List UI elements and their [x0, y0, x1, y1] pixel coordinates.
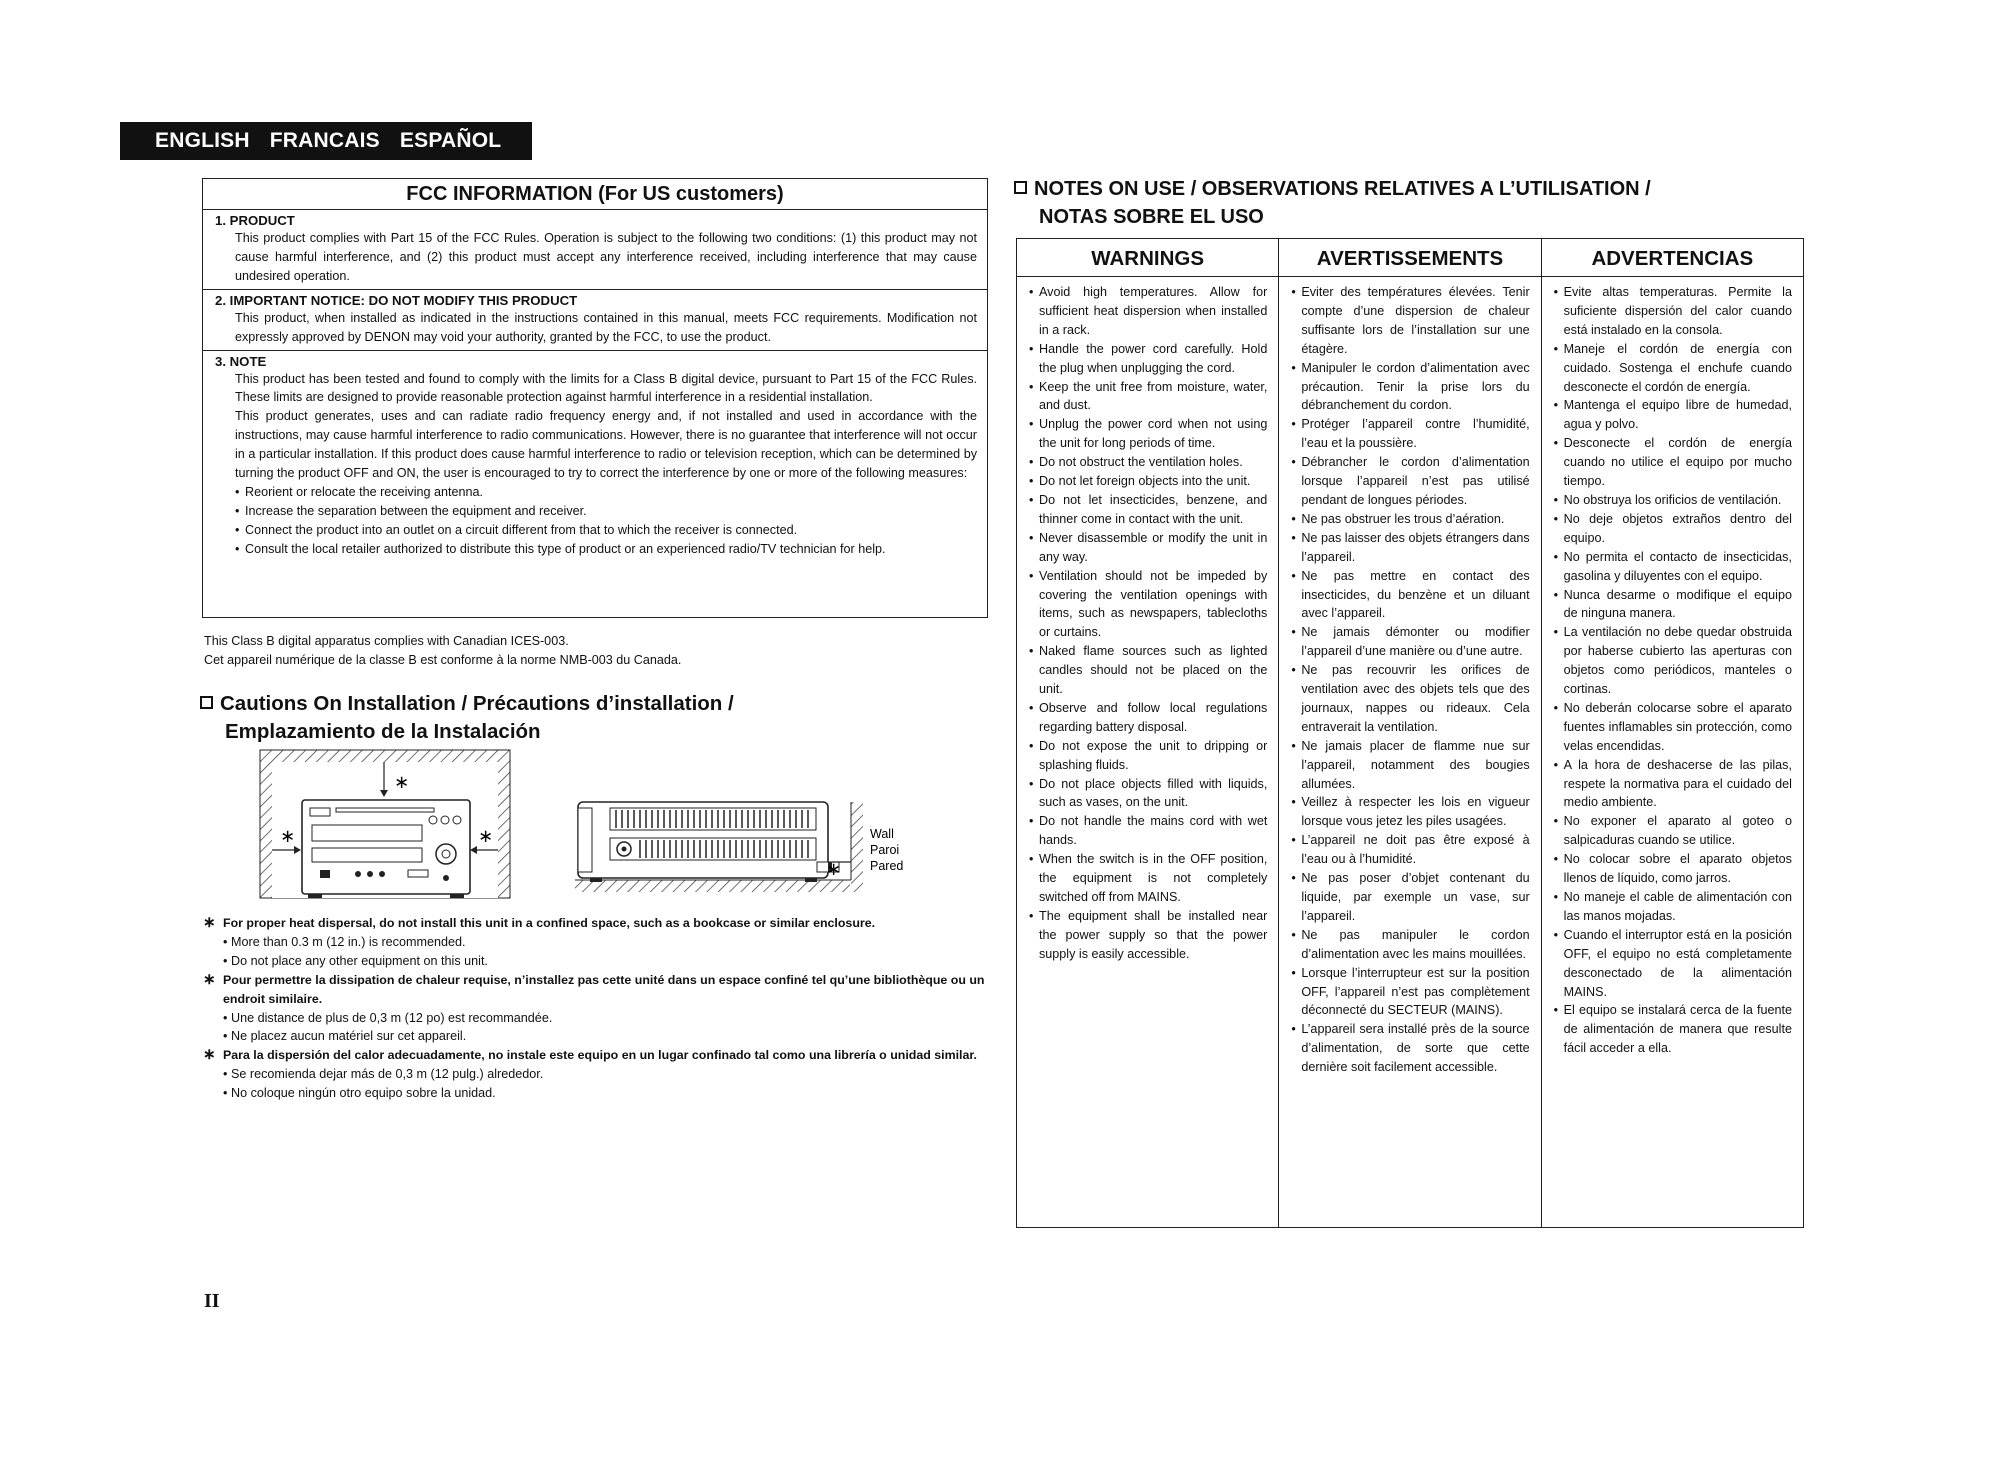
list-item: • Do not let foreign objects into the unit.: [1029, 472, 1267, 491]
list-item: • Evite altas temperaturas. Permite la suficiente dispersión del calor cuando está instalado en la consola.: [1554, 283, 1792, 340]
list-item: • Ne pas manipuler le cordon d’alimentation avec les mains mouillées.: [1291, 926, 1529, 964]
list-item: • Do not obstruct the ventilation holes.: [1029, 453, 1267, 472]
column-heading: ADVERTENCIAS: [1542, 239, 1803, 277]
fcc-section-heading: 2. IMPORTANT NOTICE: DO NOT MODIFY THIS PRODUCT: [215, 292, 578, 308]
notes-on-use-title: [1014, 175, 1651, 231]
warnings-column-en: [1017, 239, 1279, 1227]
list-item: • Naked flame sources such as lighted candles should not be placed on the unit.: [1029, 642, 1267, 699]
list-item: • Connect the product into an outlet on a circuit different from that to which the receiver is connected.: [235, 521, 977, 540]
list-item: • El equipo se instalará cerca de la fuente de alimentación de manera que resulte fácil acceder a ella.: [1554, 1001, 1792, 1058]
list-item: • Never disassemble or modify the unit in any way.: [1029, 529, 1267, 567]
heat-note-main: ∗ Para la dispersión del calor adecuadamente, no instale este equipo en un lugar confinado tal como una librería o unidad similar.: [203, 1046, 991, 1065]
list-item: • Ne pas obstruer les trous d’aération.: [1291, 510, 1529, 529]
list-item: • Eviter des températures élevées. Tenir compte d’une dispersion de chaleur suffisante lors de l’installation sur une étagère.: [1291, 283, 1529, 359]
list-item: • No permita el contacto de insecticidas, gasolina y diluyentes con el equipo.: [1554, 548, 1792, 586]
canada-line: Cet appareil numérique de la classe B est conforme à la norme NMB-003 du Canada.: [204, 653, 682, 667]
column-heading: AVERTISSEMENTS: [1279, 239, 1540, 277]
list-item: • Ne pas mettre en contact des insecticides, du benzène et un diluant avec l’appareil.: [1291, 567, 1529, 624]
list-item: • La ventilación no debe quedar obstruida por haberse cubierto las aperturas con objetos como periódicos, manteles o cortinas.: [1554, 623, 1792, 699]
list-item: • Handle the power cord carefully. Hold the plug when unplugging the cord.: [1029, 340, 1267, 378]
list-item: • A la hora de deshacerse de las pilas, respete la normativa para el cuidado del medio ambiente.: [1554, 756, 1792, 813]
list-item: • Do not expose the unit to dripping or splashing fluids.: [1029, 737, 1267, 775]
clearance-star: ∗: [280, 826, 296, 847]
list-item: • Increase the separation between the equipment and receiver.: [235, 502, 977, 521]
fcc-paragraph: This product generates, uses and can radiate radio frequency energy and, if not installed and used in accordance with the instructions, may cause harmful interference to radio communications. However, there is no guarantee that interference will not occur in a particular installation. If this product does cause harmful interference to radio or television reception, which can be determined by turning the product OFF and ON, the user is encouraged to try to correct the interference by one or more of the following measures:: [235, 409, 977, 481]
list-item: • Observe and follow local regulations regarding battery disposal.: [1029, 699, 1267, 737]
list-item: • Maneje el cordón de energía con cuidado. Sostenga el enchufe cuando desconecte el cordón de energía.: [1554, 340, 1792, 397]
list-item: • Keep the unit free from moisture, water, and dust.: [1029, 378, 1267, 416]
front-view-enclosure: [260, 750, 510, 898]
list-item: • Cuando el interruptor está en la posición OFF, el equipo no está completamente desconectado de la alimentación MAINS.: [1554, 926, 1792, 1002]
notes-title-line1: NOTES ON USE / OBSERVATIONS RELATIVES A L’UTILISATION /: [1034, 178, 1651, 200]
list-item: • Protéger l’appareil contre l’humidité, l’eau et la poussière.: [1291, 415, 1529, 453]
fcc-measures-list: [215, 483, 977, 559]
warnings-column-fr: [1279, 239, 1541, 1227]
list-item: • Ne pas recouvrir les orifices de ventilation avec des objets tels que des journaux, nappes ou rideaux. Cela entraverait la ventilation.: [1291, 661, 1529, 737]
installation-diagram: [260, 750, 904, 900]
language-tab-bar: ENGLISH FRANCAIS ESPAÑOL: [120, 122, 532, 160]
clearance-star: ∗: [826, 859, 842, 880]
list-item: • Unplug the power cord when not using the unit for long periods of time.: [1029, 415, 1267, 453]
cautions-title-line1: Cautions On Installation / Précautions d’installation /: [220, 692, 734, 715]
wall-label-es: Pared: [870, 859, 904, 873]
cautions-title: [200, 690, 734, 746]
list-item: • Ventilation should not be impeded by covering the ventilation openings with items, such as newspapers, tablecloths or curtains.: [1029, 567, 1267, 643]
fcc-section-product: [203, 210, 987, 290]
checkbox-bullet-icon: [200, 696, 213, 709]
wall-label-en: Wall: [870, 827, 894, 841]
list-item: • Mantenga el equipo libre de humedad, agua y polvo.: [1554, 396, 1792, 434]
fcc-section-note: [203, 351, 987, 562]
list-item: • Reorient or relocate the receiving antenna.: [235, 483, 977, 502]
list-item: • No deberán colocarse sobre el aparato fuentes inflamables sin protección, como velas encendidas.: [1554, 699, 1792, 756]
notes-title-line2: NOTAS SOBRE EL USO: [1039, 206, 1264, 228]
list-item: • Ne jamais placer de flamme nue sur l’appareil, notamment des bougies allumées.: [1291, 737, 1529, 794]
heat-note-sub: • More than 0.3 m (12 in.) is recommended.: [203, 933, 991, 952]
list-item: • The equipment shall be installed near the power supply so that the power supply is easily accessible.: [1029, 907, 1267, 964]
list-item: • No colocar sobre el aparato objetos llenos de líquido, como jarros.: [1554, 850, 1792, 888]
warnings-table: [1016, 238, 1804, 1228]
list-item: • Do not handle the mains cord with wet hands.: [1029, 812, 1267, 850]
canada-compliance: [204, 632, 681, 670]
clearance-star: ∗: [478, 826, 494, 847]
list-item: • No deje objetos extraños dentro del equipo.: [1554, 510, 1792, 548]
list-item: • Veillez à respecter les lois en vigueur lorsque vous jetez les piles usagées.: [1291, 793, 1529, 831]
heat-dispersal-notes: [203, 914, 991, 1103]
list-item: • Desconecte el cordón de energía cuando no utilice el equipo por mucho tiempo.: [1554, 434, 1792, 491]
fcc-paragraph: This product, when installed as indicated in the instructions contained in this manual, meets FCC requirements. Modification not expressly approved by DENON may void your authority, granted by the FCC, to use the product.: [235, 310, 977, 344]
fcc-information-box: [202, 178, 988, 618]
fcc-paragraph: This product has been tested and found to comply with the limits for a Class B digital device, pursuant to Part 15 of the FCC Rules. These limits are designed to provide reasonable protection against harmful interference in a residential installation.: [235, 371, 977, 405]
list-item: • No maneje el cable de alimentación con las manos mojadas.: [1554, 888, 1792, 926]
list-item: • When the switch is in the OFF position, the equipment is not completely switched off from MAINS.: [1029, 850, 1267, 907]
canada-line: This Class B digital apparatus complies with Canadian ICES-003.: [204, 634, 569, 648]
wall-label-fr: Paroi: [870, 843, 900, 857]
list-item: • Nunca desarme o modifique el equipo de ninguna manera.: [1554, 586, 1792, 624]
column-heading: WARNINGS: [1017, 239, 1278, 277]
list-item: • Débrancher le cordon d’alimentation lorsque l’appareil n’est pas utilisé pendant de longues périodes.: [1291, 453, 1529, 510]
fcc-section-heading: 1. PRODUCT: [215, 213, 295, 228]
side-view-wall: [575, 802, 903, 892]
list-item: • No obstruya los orificios de ventilación.: [1554, 491, 1792, 510]
heat-note-sub: • Do not place any other equipment on this unit.: [203, 952, 991, 971]
list-item: • Ne pas poser d’objet contenant du liquide, par exemple un vase, sur l’appareil.: [1291, 869, 1529, 926]
heat-note-sub: • Une distance de plus de 0,3 m (12 po) est recommandée.: [203, 1009, 991, 1028]
list-item: • No exponer el aparato al goteo o salpicaduras cuando se utilice.: [1554, 812, 1792, 850]
list-item: • Ne pas laisser des objets étrangers dans l’appareil.: [1291, 529, 1529, 567]
fcc-section-notice: [203, 290, 987, 351]
heat-note-sub: • Ne placez aucun matériel sur cet appareil.: [203, 1027, 991, 1046]
cautions-title-line2: Emplazamiento de la Instalación: [225, 720, 541, 743]
fcc-section-heading: 3. NOTE: [215, 353, 267, 369]
heat-note-sub: • No coloque ningún otro equipo sobre la unidad.: [203, 1084, 991, 1103]
heat-note-main: ∗ Pour permettre la dissipation de chaleur requise, n’installez pas cette unité dans un espace confiné tel qu’une bibliothèque ou un endroit similaire.: [203, 971, 991, 1009]
list-item: • Manipuler le cordon d’alimentation avec précaution. Tenir la prise lors du débranchement du cordon.: [1291, 359, 1529, 416]
list-item: • L’appareil ne doit pas être exposé à l’eau ou à l’humidité.: [1291, 831, 1529, 869]
list-item: • Consult the local retailer authorized to distribute this type of product or an experienced radio/TV technician for help.: [235, 540, 977, 559]
fcc-title: FCC INFORMATION (For US customers): [203, 179, 987, 210]
list-item: • Avoid high temperatures. Allow for sufficient heat dispersion when installed in a rack.: [1029, 283, 1267, 340]
checkbox-bullet-icon: [1014, 181, 1027, 194]
heat-note-main: ∗ For proper heat dispersal, do not install this unit in a confined space, such as a bookcase or similar enclosure.: [203, 914, 991, 933]
warnings-column-es: [1542, 239, 1803, 1227]
fcc-paragraph: This product complies with Part 15 of the FCC Rules. Operation is subject to the following two conditions: (1) this product may not cause harmful interference, and (2) this product must accept any interference received, including interference that may cause undesired operation.: [235, 231, 977, 283]
list-item: • Lorsque l’interrupteur est sur la position OFF, l’appareil n’est pas complètement déconnecté du SECTEUR (MAINS).: [1291, 964, 1529, 1021]
page-number: II: [204, 1290, 220, 1312]
list-item: • Do not place objects filled with liquids, such as vases, on the unit.: [1029, 775, 1267, 813]
list-item: • Do not let insecticides, benzene, and thinner come in contact with the unit.: [1029, 491, 1267, 529]
list-item: • Ne jamais démonter ou modifier l’appareil d’une manière ou d’une autre.: [1291, 623, 1529, 661]
heat-note-sub: • Se recomienda dejar más de 0,3 m (12 pulg.) alrededor.: [203, 1065, 991, 1084]
list-item: • L’appareil sera installé près de la source d’alimentation, de sorte que cette dernière soit facilement accessible.: [1291, 1020, 1529, 1077]
clearance-star: ∗: [394, 772, 410, 793]
